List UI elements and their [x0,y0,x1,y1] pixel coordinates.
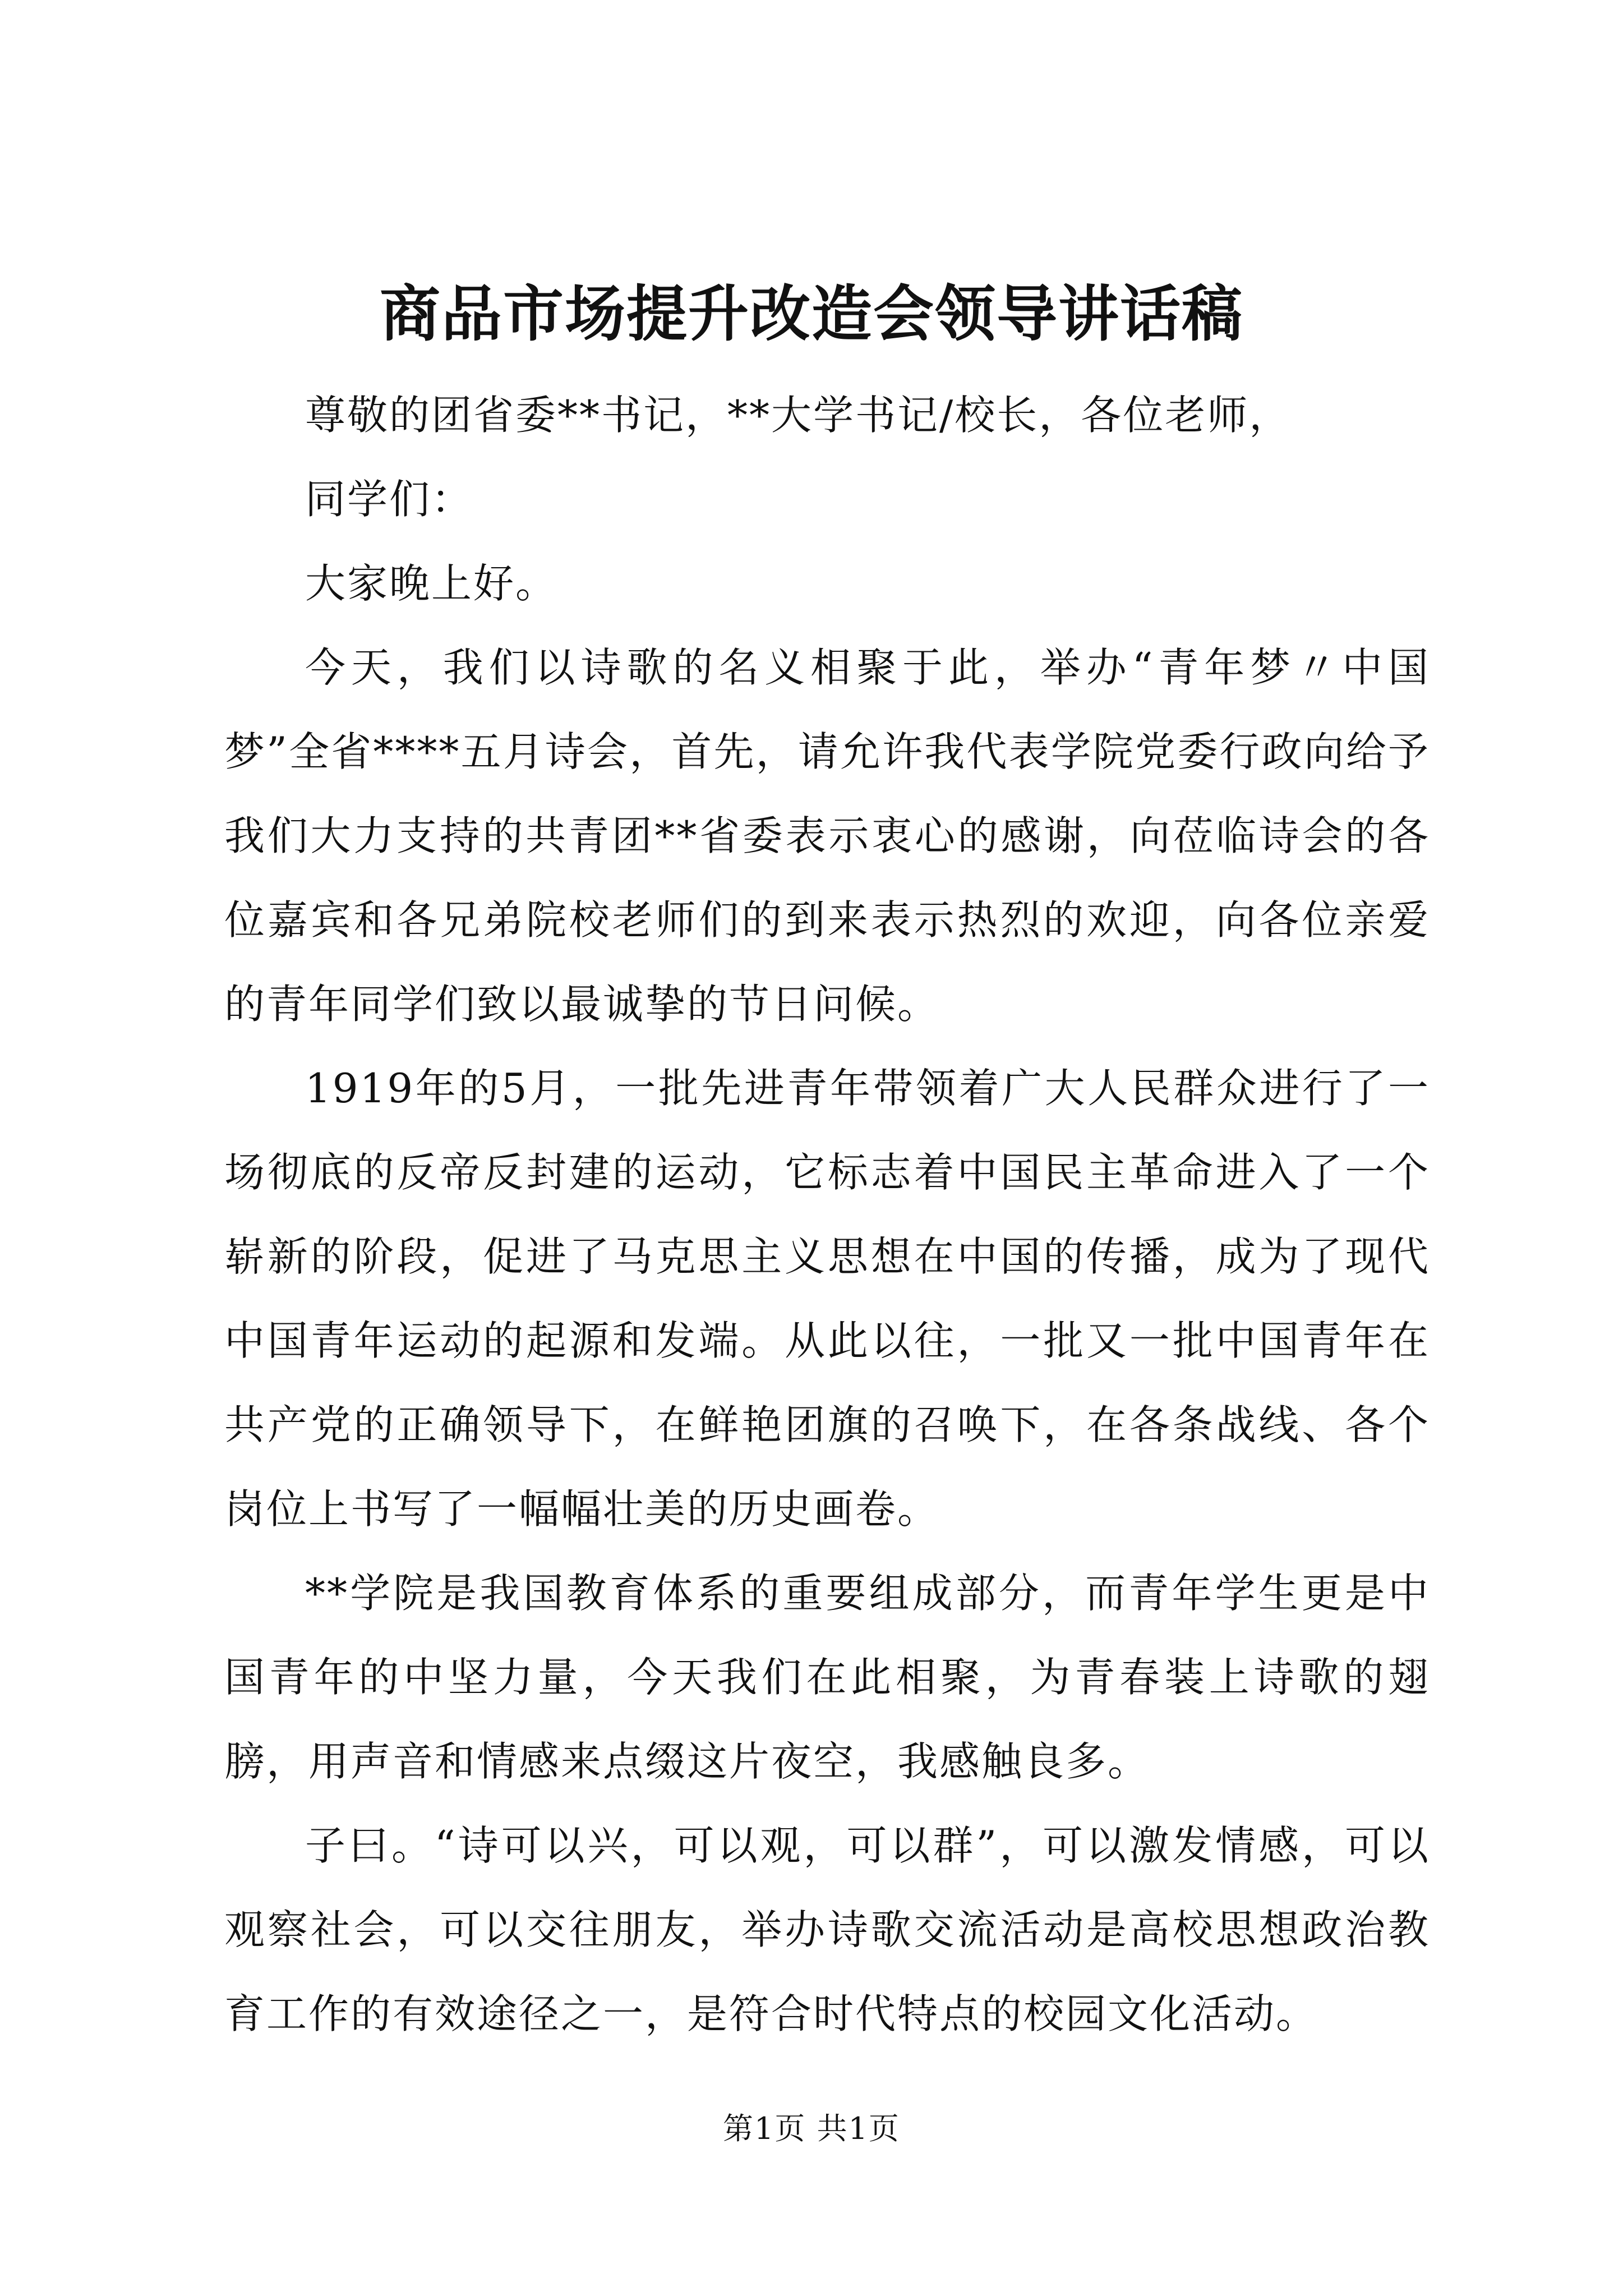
paragraph-college: **学院是我国教育体系的重要组成部分，而青年学生更是中国青年的中坚力量，今天我们在此相聚，为青春装上诗歌的翅膀，用声音和情感来点缀这片夜空，我感触良多。 [224,1570,1430,1785]
paragraph-confucius: 子曰。“诗可以兴，可以观，可以群”，可以激发情感，可以观察社会，可以交往朋友，举办诗歌交流活动是高校思想政治教育工作的有效途径之一，是符合时代特点的校园文化活动。 [224,1822,1430,2037]
page-number-footer: 第1页 共1页 [723,2111,900,2146]
document-title: 商品市场提升改造会领导讲话稿 [379,279,1243,349]
paragraph-opening: 今天，我们以诗歌的名义相聚于此，举办“青年梦〃中国梦”全省****五月诗会，首先，请允许我代表学院党委行政向给予我们大力支持的共青团**省委表示衷心的感谢，向莅临诗会的各位嘉宾和各兄弟院校老师们的到来表示热烈的欢迎，向各位亲爱的青年同学们致以最诚挚的节日问候。 [224,644,1430,1028]
paragraph-salutation-cont: 同学们： [305,476,474,523]
paragraph-salutation: 尊敬的团省委**书记，**大学书记/校长，各位老师， [305,392,1292,439]
paragraph-greeting: 大家晚上好。 [305,560,558,607]
document-body [224,373,1430,2056]
paragraph-history: 1919年的5月，一批先进青年带领着广大人民群众进行了一场彻底的反帝反封建的运动，它标志着中国民主革命进入了一个崭新的阶段，促进了马克思主义思想在中国的传播，成为了现代中国青年运动的起源和发端。从此以往，一批又一批中国青年在共产党的正确领导下，在鲜艳团旗的召唤下，在各条战线、各个岗位上书写了一幅幅壮美的历史画卷。 [224,1065,1430,1533]
